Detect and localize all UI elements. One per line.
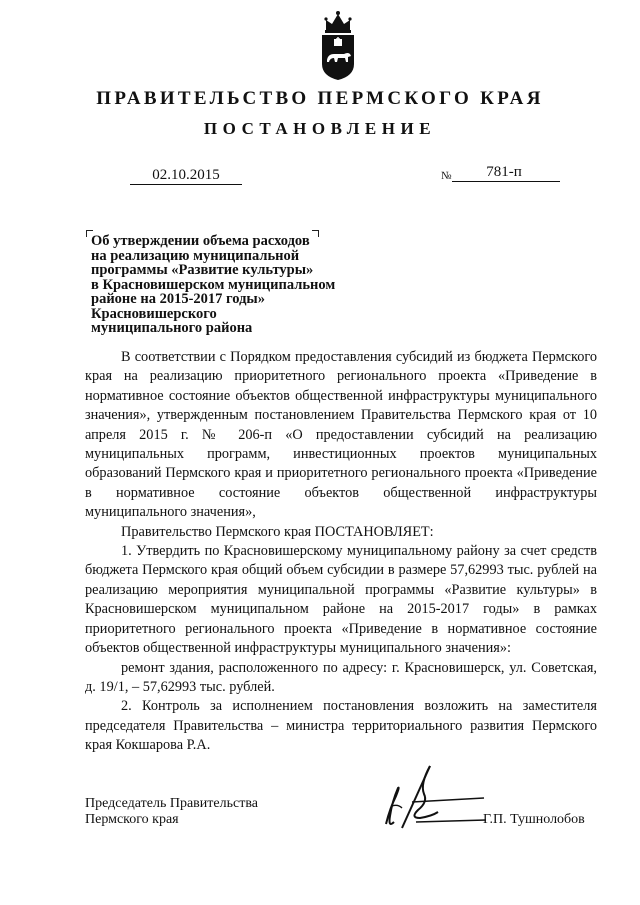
signer-position <box>85 796 258 828</box>
coat-of-arms-icon <box>318 8 358 82</box>
body-paragraph-resolves: Правительство Пермского края ПОСТАНОВЛЯЕТ: <box>121 523 434 540</box>
subject-line: районе на 2015-2017 годы» <box>91 291 265 307</box>
body-paragraph-repair: ремонт здания, расположенного по адресу: г. Красновишерск, ул. Советская, д. 19/1, – 57,62993 тыс. рублей. <box>85 659 597 695</box>
document-number <box>452 163 560 182</box>
document-subject <box>91 234 341 336</box>
signer-position-line: Пермского края <box>85 812 179 827</box>
document-date <box>130 166 242 185</box>
document-date-value: 02.10.2015 <box>152 167 220 183</box>
signer-position-line: Председатель Правительства <box>85 796 258 811</box>
handwritten-signature-icon <box>372 758 488 832</box>
subject-line: в Красновишерском муниципальном <box>91 276 336 293</box>
organization-title: ПРАВИТЕЛЬСТВО ПЕРМСКОГО КРАЯ <box>96 88 544 109</box>
subject-line: муниципального района <box>91 320 253 336</box>
subject-line: программы «Развитие культуры» <box>91 262 314 278</box>
document-type: ПОСТАНОВЛЕНИЕ <box>203 119 437 138</box>
document-body <box>85 348 597 756</box>
body-paragraph-item-1: 1. Утвердить по Красновишерскому муниципальному району за счет средств бюджета Пермского края общий объем субсидии в размере 57,62993 тыс. рублей на реализацию мероприятия муниципальной программы «Развитие культуры» в Красновишерском муниципальном районе на 2015-2017 годы» в рамках приоритетного регионального проекта «Приведение в нормативное состояние объектов общественной инфраструктуры муниципального значения»: <box>85 543 597 657</box>
subject-line: на реализацию муниципальной <box>91 247 300 264</box>
document-number-value: 781-п <box>486 164 522 180</box>
subject-line: Красновишерского <box>91 305 217 322</box>
body-paragraph-item-2: 2. Контроль за исполнением постановления возложить на заместителя председателя Правительства – министра территориального развития Пермского края Кокшарова Р.А. <box>85 698 597 754</box>
signer-name: Г.П. Тушнолобов <box>483 812 585 827</box>
body-paragraph-preamble: В соответствии с Порядком предоставления субсидий из бюджета Пермского края на реализацию приоритетного регионального проекта «Приведение в нормативное состояние объектов общественной инфраструктуры муниципального значения», утвержденным постановлением Правительства Пермского края от 10 апреля 2015 г. № 206-п «О предоставлении субсидий на реализацию муниципальных программ, инвестиционных проектов муниципальных образований Пермского края и приоритетного регионального проекта «Приведение в нормативное состояние объектов общественной инфраструктуры муниципального значения», <box>85 349 597 521</box>
subject-line: Об утверждении объема расходов <box>91 233 310 249</box>
number-sign: № <box>441 170 452 182</box>
